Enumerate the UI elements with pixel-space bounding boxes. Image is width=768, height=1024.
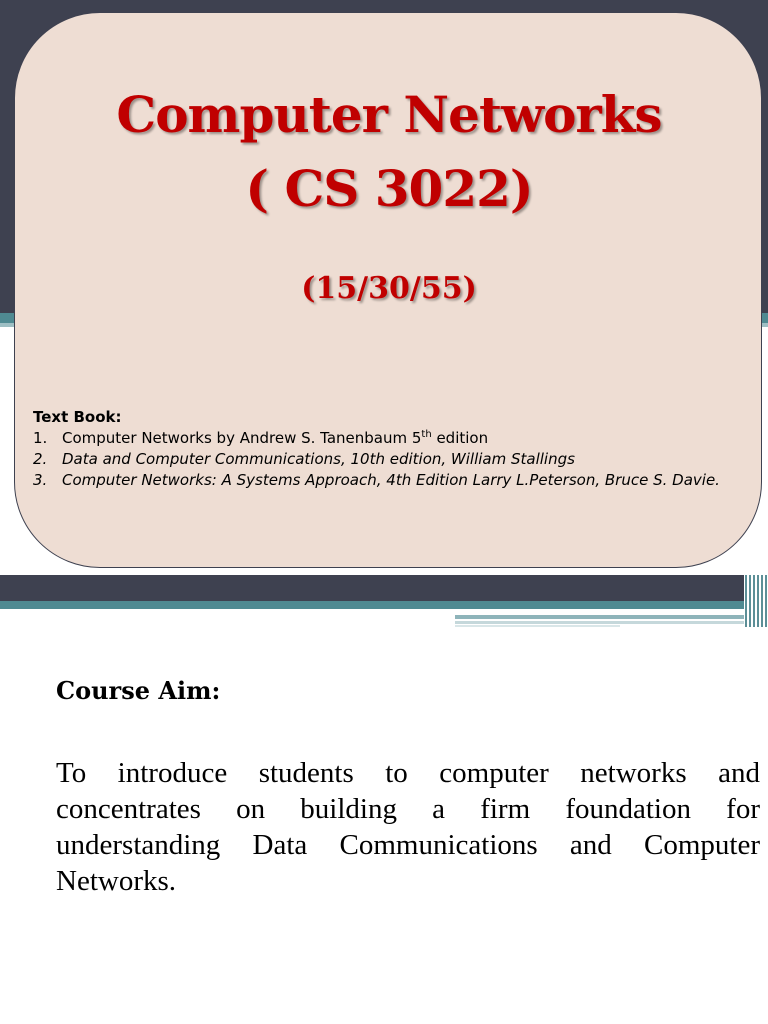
course-aim-slide bbox=[0, 575, 768, 1024]
textbook-label: Text Book: bbox=[33, 408, 122, 426]
teal-stripe bbox=[0, 601, 768, 609]
textbook-item-number: 1. bbox=[33, 429, 48, 447]
textbook-section bbox=[33, 407, 745, 491]
accent-line bbox=[455, 621, 768, 624]
accent-line bbox=[455, 625, 620, 627]
course-code: ( CS 3022) bbox=[245, 159, 533, 218]
textbook-item-number: 3. bbox=[33, 471, 48, 489]
title-card bbox=[14, 12, 762, 568]
textbook-item bbox=[33, 449, 745, 470]
course-title: Computer Networks bbox=[116, 85, 662, 144]
textbook-item-number: 2. bbox=[33, 450, 48, 468]
course-aim-heading: Course Aim: bbox=[56, 676, 221, 705]
superscript: th bbox=[421, 429, 432, 440]
textbook-list bbox=[33, 428, 745, 491]
textbook-item bbox=[33, 428, 745, 449]
course-aim-text: To introduce students to computer networks and concentrates on building a firm foundation for understanding Data Communications and Computer Networks. bbox=[56, 757, 760, 897]
course-credits: (15/30/55) bbox=[301, 271, 477, 306]
decorative-stripes bbox=[744, 575, 768, 627]
accent-line bbox=[455, 615, 768, 619]
header-band bbox=[0, 575, 768, 601]
textbook-item-title: Computer Networks by Andrew S. Tanenbaum 5 bbox=[62, 429, 422, 447]
textbook-item-text bbox=[62, 428, 745, 449]
textbook-item bbox=[33, 470, 745, 491]
textbook-item-text: Computer Networks: A Systems Approach, 4th Edition Larry L.Peterson, Bruce S. Davie. bbox=[62, 471, 720, 489]
textbook-item-suffix: edition bbox=[431, 429, 489, 447]
textbook-item-text: Data and Computer Communications, 10th edition, William Stallings bbox=[62, 450, 575, 468]
